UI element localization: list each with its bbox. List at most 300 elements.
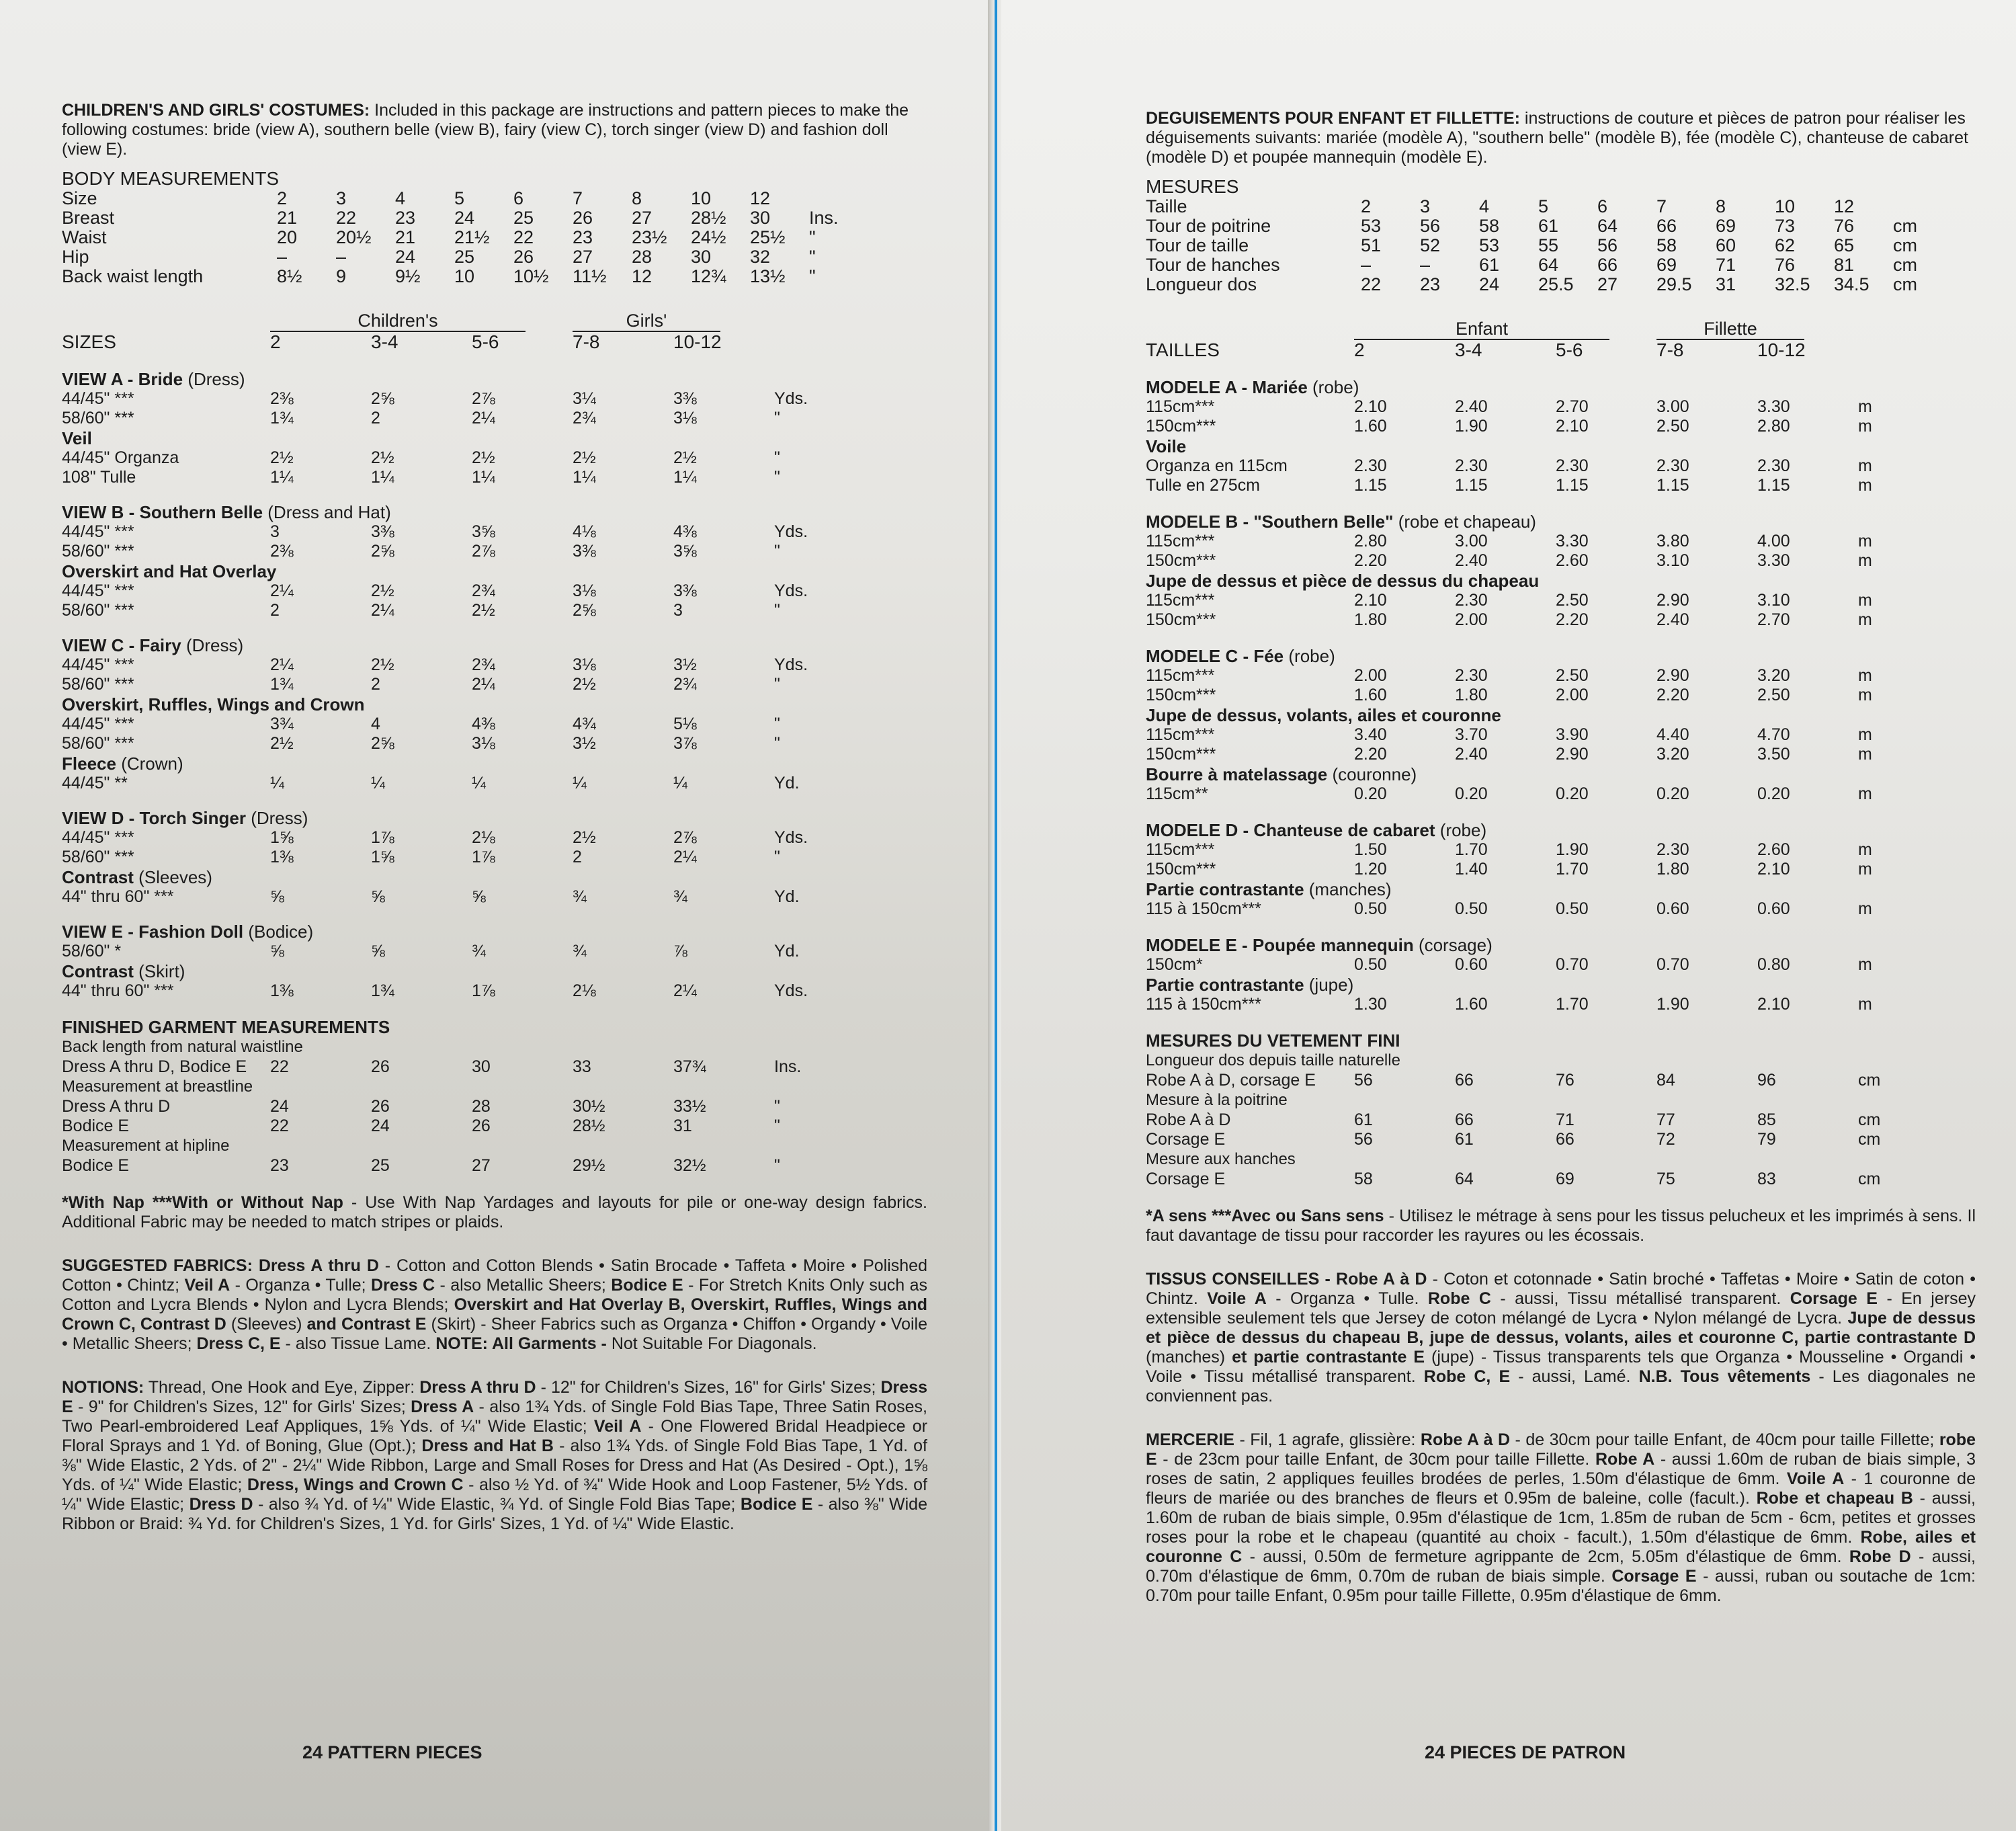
fabric-width-label: 58/60" * bbox=[62, 942, 122, 961]
yardage-value: 2.10 bbox=[1354, 397, 1387, 416]
finished-note: Measurement at hipline bbox=[62, 1137, 230, 1155]
view-name: VIEW C - Fairy bbox=[62, 635, 181, 655]
finished-row bbox=[62, 1057, 927, 1077]
sub-section-title bbox=[1146, 879, 1976, 899]
finished-value: 83 bbox=[1757, 1170, 1776, 1188]
yardage-value: 2⅝ bbox=[371, 389, 394, 408]
yardage-value: 1.15 bbox=[1556, 476, 1589, 495]
yardage-value: 2.50 bbox=[1556, 666, 1589, 685]
finished-value: 32½ bbox=[673, 1156, 706, 1175]
yardage-value: 2.90 bbox=[1656, 666, 1689, 685]
cell-value: 12 bbox=[632, 266, 653, 286]
yardage-value: 3.10 bbox=[1757, 591, 1790, 610]
yardage-value: 3.70 bbox=[1455, 725, 1488, 744]
cell-value: 31 bbox=[1716, 274, 1736, 294]
row-label: Waist bbox=[62, 227, 107, 247]
yardage-value: 4.00 bbox=[1757, 532, 1790, 551]
finished-value: 58 bbox=[1354, 1170, 1373, 1188]
view-name: MODELE A - Mariée bbox=[1146, 377, 1308, 397]
sizes-header-row bbox=[62, 332, 927, 352]
yardage-row bbox=[62, 522, 927, 542]
right-page-french bbox=[1001, 0, 2016, 1831]
unit-label: m bbox=[1858, 995, 1872, 1014]
nap-note-heading: *A sens ***Avec ou Sans sens bbox=[1146, 1207, 1384, 1225]
nap-note-heading: *With Nap ***With or Without Nap bbox=[62, 1193, 343, 1212]
unit-label: cm bbox=[1893, 255, 1917, 275]
yardage-value: 2.10 bbox=[1757, 995, 1790, 1014]
size-header: 10-12 bbox=[1757, 339, 1806, 360]
yardage-value: ¼ bbox=[270, 774, 284, 792]
sub-section-note: (jupe) bbox=[1308, 975, 1354, 995]
yardage-value: 0.60 bbox=[1455, 955, 1488, 974]
yardage-value: ¾ bbox=[573, 887, 587, 906]
yardage-value: 0.80 bbox=[1757, 955, 1790, 974]
finished-value: 61 bbox=[1455, 1130, 1474, 1149]
size-header: 7-8 bbox=[1656, 339, 1684, 360]
yardage-value: 2.40 bbox=[1656, 610, 1689, 629]
cell-value: 66 bbox=[1597, 255, 1618, 275]
finished-note: Mesure aux hanches bbox=[1146, 1150, 1296, 1168]
yardage-value: 2.20 bbox=[1354, 745, 1387, 764]
unit-label: " bbox=[809, 247, 816, 267]
view-note: (Bodice) bbox=[248, 922, 314, 942]
body-measurement-row bbox=[62, 267, 927, 286]
cell-value: 28 bbox=[632, 247, 653, 267]
finished-measurements-heading: MESURES DU VETEMENT FINI bbox=[1146, 1030, 1400, 1051]
cell-value: 8 bbox=[632, 188, 642, 208]
yardage-value: ¼ bbox=[472, 774, 486, 792]
yardage-row bbox=[62, 828, 927, 848]
fabric-width-label: 115cm*** bbox=[1146, 666, 1215, 685]
fabric-width-label: 115cm*** bbox=[1146, 591, 1215, 610]
finished-value: 75 bbox=[1656, 1170, 1675, 1188]
fabric-width-label: 115cm*** bbox=[1146, 840, 1215, 859]
yardage-value: 3 bbox=[673, 601, 683, 620]
view-note: (Dress) bbox=[185, 635, 244, 655]
sub-section-note: (Skirt) bbox=[138, 961, 185, 981]
yardage-value: 2½ bbox=[472, 448, 495, 467]
sub-section-name: Jupe de dessus et pièce de dessus du chapeau bbox=[1146, 571, 1540, 591]
unit-label: m bbox=[1858, 591, 1872, 610]
size-group-header bbox=[62, 311, 927, 332]
fabric-width-label: 150cm*** bbox=[1146, 551, 1216, 570]
finished-value: 33 bbox=[573, 1057, 591, 1076]
cell-value: 66 bbox=[1656, 216, 1677, 236]
unit-label: " bbox=[774, 1156, 780, 1175]
sub-section-name: Partie contrastante bbox=[1146, 975, 1304, 995]
sub-section-name: Voile bbox=[1146, 436, 1187, 456]
yardage-value: 2⅞ bbox=[472, 542, 495, 561]
yardage-value: 2.30 bbox=[1556, 456, 1589, 475]
cell-value: 2 bbox=[277, 188, 288, 208]
body-measurements-heading: MESURES bbox=[1146, 176, 1239, 197]
body-measurement-row bbox=[1146, 216, 1976, 236]
yardage-value: ⅝ bbox=[270, 887, 284, 906]
yardage-row bbox=[62, 389, 927, 409]
yardage-value: 2⅛ bbox=[573, 981, 596, 1000]
yardage-value: 2.20 bbox=[1354, 551, 1387, 570]
finished-row bbox=[1146, 1170, 1976, 1189]
finished-value: 76 bbox=[1556, 1071, 1574, 1090]
yardage-row bbox=[1146, 784, 1976, 804]
yardage-row bbox=[1146, 955, 1976, 975]
yardage-value: 3.20 bbox=[1757, 666, 1790, 685]
view-title bbox=[62, 502, 927, 522]
yardage-value: 3.00 bbox=[1656, 397, 1689, 416]
sub-section-name: Bourre à matelassage bbox=[1146, 764, 1328, 784]
size-header: 7-8 bbox=[573, 331, 600, 352]
suggested-fabrics-paragraph: SUGGESTED FABRICS: Dress A thru D - Cotton and Cotton Blends • Satin Brocade • Taffeta • Moire • Polished Cotton • Chintz; Veil A - Organza • Tulle; Dress C - also Metallic Sheers; Bodice E - For Stretch Knits Only such as Cotton and Lycra Blends • Nylon and Lycra Blends; Overskirt and Hat Overlay B, Overskirt, Ruffles, Wings and Crown C, Contrast D (Sleeves) and Contrast E (Skirt) - Sheer Fabrics such as Organza • Chiffon • Organdy • Voile • Metallic Sheers; Dress C, E - also Tissue Lame. NOTE: All Garments - Not Suitable For Diagonals. bbox=[62, 1256, 928, 1353]
row-label: Tour de taille bbox=[1146, 235, 1249, 255]
cell-value: 24 bbox=[454, 208, 475, 228]
yardage-value: 2.80 bbox=[1354, 532, 1387, 551]
finished-row bbox=[62, 1097, 927, 1116]
yardage-value: 0.50 bbox=[1455, 899, 1488, 918]
yardage-value: 2.80 bbox=[1757, 417, 1790, 436]
unit-label: Ins. bbox=[774, 1057, 802, 1076]
finished-note: Longueur dos depuis taille naturelle bbox=[1146, 1051, 1400, 1069]
yardage-row bbox=[62, 542, 927, 561]
body-measurement-row bbox=[62, 247, 927, 267]
yardage-value: 3.50 bbox=[1757, 745, 1790, 764]
fabric-width-label: 115cm*** bbox=[1146, 397, 1215, 416]
yardage-row bbox=[62, 581, 927, 601]
cell-value: 61 bbox=[1479, 255, 1500, 275]
nap-note-text: - Utilisez le métrage à sens pour les tissus pelucheux et les imprimés à sens. Il faut davantage de tissu pour raccorder les rayures ou les écossais. bbox=[1146, 1207, 1976, 1245]
yardage-value: 1.15 bbox=[1757, 476, 1790, 495]
fabric-width-label: 44/45" ** bbox=[62, 774, 128, 792]
sub-section-title bbox=[62, 428, 927, 448]
cell-value: 12¾ bbox=[691, 266, 726, 286]
yardage-value: 0.20 bbox=[1354, 784, 1387, 803]
yardage-value: 2⅝ bbox=[371, 542, 394, 561]
sub-section-note: (Sleeves) bbox=[138, 867, 212, 887]
unit-label: " bbox=[809, 266, 816, 286]
cell-value: 24½ bbox=[691, 227, 726, 247]
unit-label: " bbox=[774, 715, 780, 733]
group-girls: Fillette bbox=[1656, 319, 1804, 340]
yardage-row bbox=[1146, 686, 1976, 705]
yardage-value: 2.50 bbox=[1757, 686, 1790, 704]
yardage-value: 1.90 bbox=[1656, 995, 1689, 1014]
cell-value: 73 bbox=[1775, 216, 1796, 236]
yardage-value: 1¾ bbox=[371, 981, 394, 1000]
yardage-value: 3⅛ bbox=[573, 581, 596, 600]
yardage-row bbox=[62, 715, 927, 734]
sub-section-note: (manches) bbox=[1308, 879, 1392, 899]
cell-value: 30 bbox=[691, 247, 712, 267]
view-note: (robe et chapeau) bbox=[1398, 512, 1536, 532]
yardage-value: 3 bbox=[270, 522, 280, 541]
yardage-value: 3.30 bbox=[1757, 397, 1790, 416]
yardage-value: 2⅝ bbox=[371, 734, 394, 753]
cell-value: 62 bbox=[1775, 235, 1796, 255]
finished-value: 28 bbox=[472, 1097, 491, 1116]
yardage-value: 2¾ bbox=[573, 409, 596, 428]
cell-value: 76 bbox=[1834, 216, 1855, 236]
sub-section-title bbox=[1146, 975, 1976, 995]
view-title bbox=[62, 369, 927, 389]
sub-section-title bbox=[62, 867, 927, 887]
yardage-value: 2.40 bbox=[1455, 745, 1488, 764]
cell-value: 32 bbox=[750, 247, 771, 267]
unit-label: m bbox=[1858, 456, 1872, 475]
finished-value: 71 bbox=[1556, 1110, 1574, 1129]
cell-value: 21½ bbox=[454, 227, 490, 247]
body-measurement-row bbox=[62, 189, 927, 208]
fabric-width-label: 44/45" *** bbox=[62, 655, 134, 674]
yardage-value: 0.20 bbox=[1757, 784, 1790, 803]
unit-label: cm bbox=[1858, 1071, 1881, 1090]
yardage-value: 2¼ bbox=[472, 675, 495, 694]
finished-value: 66 bbox=[1455, 1071, 1474, 1090]
fabric-width-label: 58/60" *** bbox=[62, 734, 134, 753]
yardage-value: 2 bbox=[573, 848, 582, 866]
yardage-value: 1.30 bbox=[1354, 995, 1387, 1014]
yardage-value: 1.80 bbox=[1455, 686, 1488, 704]
yardage-value: 2.50 bbox=[1556, 591, 1589, 610]
finished-value: 66 bbox=[1556, 1130, 1574, 1149]
finished-label: Robe A à D bbox=[1146, 1110, 1231, 1129]
cell-value: 5 bbox=[454, 188, 465, 208]
cell-value: 30 bbox=[750, 208, 771, 228]
cell-value: 22 bbox=[1361, 274, 1382, 294]
yardage-row bbox=[62, 734, 927, 754]
yardage-value: 2.60 bbox=[1556, 551, 1589, 570]
yardage-value: 1.60 bbox=[1455, 995, 1488, 1014]
size-header: 5-6 bbox=[1556, 339, 1583, 360]
unit-label: Yds. bbox=[774, 981, 808, 1000]
cell-value: 26 bbox=[573, 208, 593, 228]
cell-value: 11½ bbox=[573, 266, 607, 286]
fabric-width-label: 115 à 150cm*** bbox=[1146, 899, 1261, 918]
yardage-value: 2.20 bbox=[1556, 610, 1589, 629]
finished-row bbox=[62, 1116, 927, 1136]
yardage-value: 4⅜ bbox=[472, 715, 495, 733]
yardage-value: ⅝ bbox=[371, 887, 385, 906]
yardage-value: 3⅞ bbox=[673, 734, 697, 753]
yardage-value: 3.90 bbox=[1556, 725, 1589, 744]
cell-value: – bbox=[1420, 255, 1431, 275]
cell-value: 58 bbox=[1656, 235, 1677, 255]
nap-note bbox=[1146, 1207, 1976, 1246]
yardage-value: 3½ bbox=[573, 734, 596, 753]
intro-heading: DEGUISEMENTS POUR ENFANT ET FILLETTE: bbox=[1146, 109, 1520, 128]
unit-label: " bbox=[774, 734, 780, 753]
yardage-value: 1.15 bbox=[1656, 476, 1689, 495]
cell-value: 69 bbox=[1656, 255, 1677, 275]
yardage-row bbox=[62, 448, 927, 468]
view-title bbox=[1146, 646, 1976, 666]
finished-value: 84 bbox=[1656, 1071, 1675, 1090]
finished-note: Back length from natural waistline bbox=[62, 1038, 303, 1056]
yardage-row bbox=[62, 601, 927, 620]
yardage-value: 2.30 bbox=[1455, 666, 1488, 685]
fabric-width-label: Tulle en 275cm bbox=[1146, 476, 1260, 495]
yardage-value: 1⅞ bbox=[371, 828, 394, 847]
body-measurement-row bbox=[1146, 236, 1976, 255]
unit-label: " bbox=[774, 448, 780, 467]
yardage-value: 2.30 bbox=[1656, 456, 1689, 475]
cell-value: 64 bbox=[1538, 255, 1559, 275]
yardage-value: 1.80 bbox=[1354, 610, 1387, 629]
unit-label: cm bbox=[1893, 274, 1917, 294]
cell-value: 23 bbox=[573, 227, 593, 247]
yardage-value: 2½ bbox=[573, 448, 596, 467]
finished-value: 96 bbox=[1757, 1071, 1776, 1090]
cell-value: 4 bbox=[1479, 196, 1490, 216]
cell-value: 64 bbox=[1597, 216, 1618, 236]
size-header: 2 bbox=[1354, 339, 1365, 360]
group-children: Enfant bbox=[1354, 319, 1609, 340]
yardage-value: 0.50 bbox=[1556, 899, 1589, 918]
yardage-value: 2.20 bbox=[1656, 686, 1689, 704]
finished-value: 72 bbox=[1656, 1130, 1675, 1149]
yardage-value: 1⅝ bbox=[270, 828, 294, 847]
unit-label: m bbox=[1858, 784, 1872, 803]
yardage-value: 2¼ bbox=[270, 655, 294, 674]
fabric-width-label: 115cm*** bbox=[1146, 725, 1215, 744]
cell-value: 23 bbox=[395, 208, 416, 228]
unit-label: m bbox=[1858, 725, 1872, 744]
row-label: Hip bbox=[62, 247, 89, 267]
fabric-width-label: 150cm*** bbox=[1146, 610, 1216, 629]
yardage-value: 2½ bbox=[371, 448, 394, 467]
yardage-value: 2¾ bbox=[472, 581, 495, 600]
yardage-row bbox=[1146, 899, 1976, 919]
yardage-value: 1.80 bbox=[1656, 860, 1689, 879]
yardage-value: 0.70 bbox=[1656, 955, 1689, 974]
yardage-value: 2¼ bbox=[673, 848, 697, 866]
sub-section-name: Veil bbox=[62, 428, 92, 448]
yardage-value: 3⅛ bbox=[573, 655, 596, 674]
yardage-value: 1¼ bbox=[673, 468, 697, 487]
yardage-value: ¾ bbox=[673, 887, 687, 906]
fabric-width-label: 58/60" *** bbox=[62, 601, 134, 620]
yardage-value: 2½ bbox=[270, 448, 294, 467]
unit-label: m bbox=[1858, 955, 1872, 974]
finished-row bbox=[62, 1156, 927, 1176]
body-measurement-row bbox=[1146, 197, 1976, 216]
view-title bbox=[1146, 512, 1976, 532]
yardage-value: 2.30 bbox=[1656, 840, 1689, 859]
cell-value: 7 bbox=[573, 188, 583, 208]
cell-value: 20 bbox=[277, 227, 298, 247]
unit-label: Yd. bbox=[774, 774, 800, 792]
finished-note: Measurement at breastline bbox=[62, 1077, 253, 1096]
sub-section-title bbox=[1146, 705, 1976, 725]
yardage-value: 3.40 bbox=[1354, 725, 1387, 744]
view-name: VIEW E - Fashion Doll bbox=[62, 922, 244, 942]
fabric-width-label: 44/45" *** bbox=[62, 715, 134, 733]
unit-label: Ins. bbox=[809, 208, 839, 228]
unit-label: Yd. bbox=[774, 942, 800, 961]
unit-label: cm bbox=[1858, 1130, 1881, 1149]
yardage-value: 3¼ bbox=[573, 389, 596, 408]
yardage-value: 2¾ bbox=[673, 675, 697, 694]
yardage-value: 1.15 bbox=[1354, 476, 1387, 495]
cell-value: – bbox=[277, 247, 288, 267]
yardage-value: 3.20 bbox=[1656, 745, 1689, 764]
cell-value: 21 bbox=[277, 208, 298, 228]
row-label: Tour de hanches bbox=[1146, 255, 1280, 275]
left-page-english bbox=[0, 0, 988, 1831]
nap-note bbox=[62, 1193, 927, 1232]
yardage-value: 2.70 bbox=[1556, 397, 1589, 416]
fabric-width-label: Organza en 115cm bbox=[1146, 456, 1288, 475]
yardage-value: 1¼ bbox=[472, 468, 495, 487]
finished-value: 23 bbox=[270, 1156, 289, 1175]
cell-value: 27 bbox=[573, 247, 593, 267]
finished-value: 31 bbox=[673, 1116, 692, 1135]
cell-value: 21 bbox=[395, 227, 416, 247]
cell-value: 22 bbox=[513, 227, 534, 247]
fabric-width-label: 115cm*** bbox=[1146, 532, 1215, 551]
fabric-width-label: 44/45" *** bbox=[62, 828, 134, 847]
yardage-row bbox=[1146, 591, 1976, 610]
unit-label: m bbox=[1858, 840, 1872, 859]
fabric-width-label: 44/45" *** bbox=[62, 581, 134, 600]
unit-label: Yds. bbox=[774, 655, 808, 674]
yardage-value: 2½ bbox=[472, 601, 495, 620]
cell-value: 81 bbox=[1834, 255, 1855, 275]
unit-label: Yds. bbox=[774, 581, 808, 600]
cell-value: 58 bbox=[1479, 216, 1500, 236]
finished-measurements-heading: FINISHED GARMENT MEASUREMENTS bbox=[62, 1017, 390, 1037]
yardage-row bbox=[62, 981, 927, 1001]
sizes-label: TAILLES bbox=[1146, 339, 1220, 360]
view-title bbox=[62, 922, 927, 942]
finished-value: 22 bbox=[270, 1116, 289, 1135]
sub-section-note: (couronne) bbox=[1332, 764, 1417, 784]
yardage-row bbox=[1146, 725, 1976, 745]
yardage-value: 2⅛ bbox=[472, 828, 495, 847]
sub-section-name: Jupe de dessus, volants, ailes et couronne bbox=[1146, 705, 1501, 725]
finished-value: 79 bbox=[1757, 1130, 1776, 1149]
yardage-value: ¾ bbox=[573, 942, 587, 961]
yardage-value: ¾ bbox=[472, 942, 486, 961]
yardage-value: 2.70 bbox=[1757, 610, 1790, 629]
unit-label: m bbox=[1858, 666, 1872, 685]
cell-value: 23½ bbox=[632, 227, 667, 247]
finished-value: 85 bbox=[1757, 1110, 1776, 1129]
view-title bbox=[1146, 820, 1976, 840]
finished-value: 22 bbox=[270, 1057, 289, 1076]
yardage-value: 3½ bbox=[673, 655, 697, 674]
sub-section-note: (Crown) bbox=[121, 754, 183, 774]
cell-value: 32.5 bbox=[1775, 274, 1810, 294]
yardage-value: 2¼ bbox=[270, 581, 294, 600]
cell-value: 25.5 bbox=[1538, 274, 1574, 294]
yardage-value: 1.60 bbox=[1354, 686, 1387, 704]
yardage-row bbox=[1146, 532, 1976, 551]
cell-value: 53 bbox=[1479, 235, 1500, 255]
yardage-value: 1.40 bbox=[1455, 860, 1488, 879]
yardage-value: 2⅞ bbox=[673, 828, 697, 847]
cell-value: 10½ bbox=[513, 266, 549, 286]
cell-value: 12 bbox=[750, 188, 771, 208]
row-label: Size bbox=[62, 188, 97, 208]
fabric-width-label: 58/60" *** bbox=[62, 542, 134, 561]
yardage-row bbox=[1146, 476, 1976, 495]
center-fold-divider bbox=[988, 0, 1001, 1831]
yardage-value: 1⅝ bbox=[371, 848, 394, 866]
yardage-value: 2.00 bbox=[1354, 666, 1387, 685]
notions-paragraph: NOTIONS: Thread, One Hook and Eye, Zipper: Dress A thru D - 12" for Children's Sizes, 16" for Girls' Sizes; Dress E - 9" for Children's Sizes, 12" for Girls' Sizes; Dress A - also 1¾ Yds. of Single Fold Bias Tape, Three Satin Roses, Two Pearl-embroidered Leaf Appliques, 1⅝ Yds. of ¼" Wide Elastic; Veil A - One Flowered Bridal Headpiece or Floral Sprays and 1 Yd. of Boning, Glue (Opt.); Dress and Hat B - also 1¾ Yds. of Single Fold Bias Tape, 1 Yd. of ⅜" Wide Elastic, 2 Yds. of 2" - 2¼" Wide Ribbon, Large and Small Roses for Dress and Hat (As Desired - Opt.), 1⅝ Yds. of ¼" Wide Elastic; Dress, Wings and Crown C - also ½ Yd. of ¾" Wide Hook and Loop Fastener, 5½ Yds. of ¼" Wide Elastic; Dress D - also ¾ Yd. of ¼" Wide Elastic, ¾ Yd. of Single Fold Bias Tape; Bodice E - also ⅜" Wide Ribbon or Braid: ¾ Yd. for Children's Sizes, 1 Yd. for Girls' Sizes, 1 Yd. of ¼" Wide Elastic. bbox=[62, 1378, 928, 1533]
yardage-value: 4¾ bbox=[573, 715, 596, 733]
yardage-row bbox=[1146, 745, 1976, 764]
unit-label: m bbox=[1858, 899, 1872, 918]
